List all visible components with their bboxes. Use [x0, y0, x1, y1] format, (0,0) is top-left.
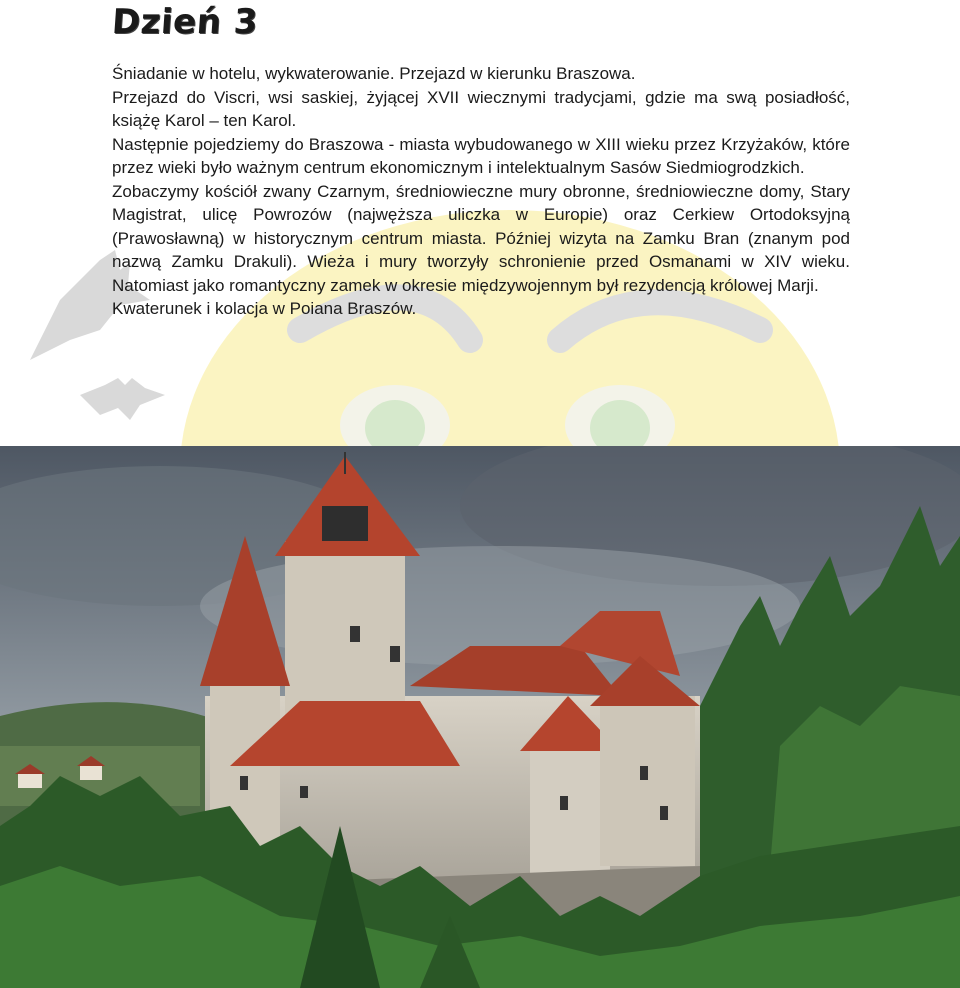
- page-title: Dzień 3: [110, 2, 260, 42]
- paragraph: Kwaterunek i kolacja w Poiana Braszów.: [112, 299, 417, 318]
- bat-icon: [80, 378, 165, 420]
- castle-photo: [0, 446, 960, 988]
- itinerary-text: [112, 62, 850, 321]
- paragraph: Następnie pojedziemy do Braszowa - miasta wybudowanego w XIII wieku przez Krzyżaków, które przez wieki było ważnym centrum ekonomicznym i intelektualnym Sasów Siedmiogrodzkich.: [112, 134, 850, 177]
- paragraph: Zobaczymy kościół zwany Czarnym, średniowieczne mury obronne, średniowieczne domy, Stary Magistrat, ulicę Powrozów (najwęższa uliczka w Europie) oraz Cerkiew Ortodoksyjną (Prawosławną) w historycznym centrum miasta. Później wizyta na Zamku Bran (znanym pod nazwą Zamku Drakuli). Wieża i mury tworzyły schronienie przed Osmanami w XIV wieku. Natomiast jako romantyczny zamek w okresie międzywojennym był rezydencją królowej Marji.: [112, 181, 850, 295]
- paragraph: Śniadanie w hotelu, wykwaterowanie. Przejazd w kierunku Braszowa.: [112, 64, 636, 83]
- paragraph: Przejazd do Viscri, wsi saskiej, żyjącej XVII wiecznymi tradycjami, gdzie ma swą posiadłość, książę Karol – ten Karol.: [112, 87, 850, 130]
